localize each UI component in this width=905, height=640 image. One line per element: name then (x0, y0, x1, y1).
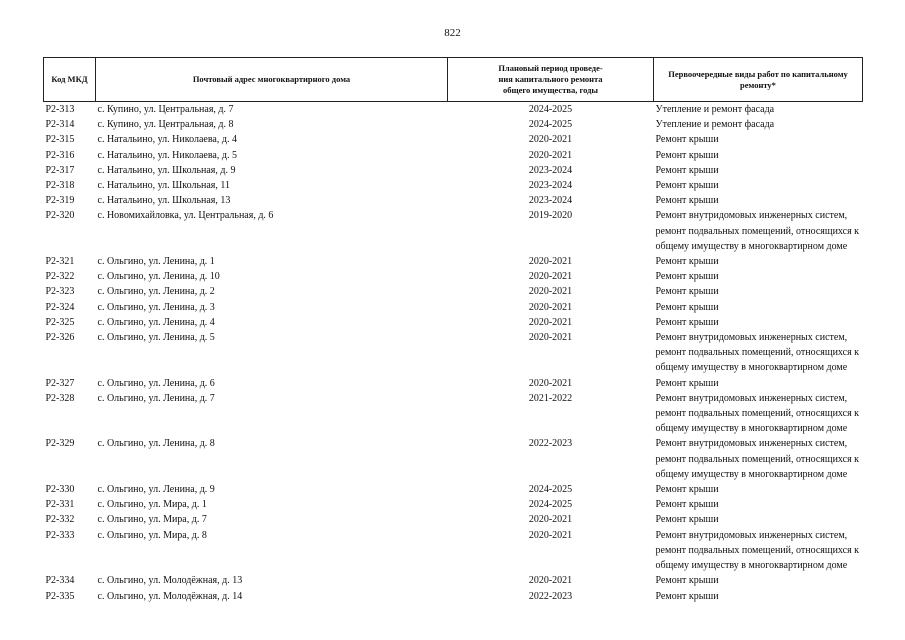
page-number: 822 (444, 27, 461, 39)
row-code: Р2-330 (45, 484, 75, 496)
header-works-line: ремонту* (740, 79, 776, 90)
header-period-line: Плановый период проведе- (498, 63, 603, 73)
header-address: Почтовый адрес многоквартирного дома (96, 58, 448, 102)
row-works-line: Ремонт крыши (655, 164, 719, 176)
row-address: с. Ольгино, ул. Ленина, д. 6 (97, 377, 215, 389)
table-row (44, 391, 863, 437)
row-period: 2020-2021 (528, 575, 573, 587)
header-works-line: Первоочередные виды работ по капитальному (668, 68, 848, 79)
row-address: с. Натальино, ул. Николаева, д. 5 (97, 149, 237, 161)
row-code: Р2-320 (45, 210, 75, 222)
table-row (44, 163, 863, 178)
row-period: 2021-2022 (528, 392, 573, 404)
row-works (654, 300, 863, 315)
row-address: с. Ольгино, ул. Молодёжная, д. 14 (97, 590, 243, 602)
row-works-line: Ремонт крыши (655, 149, 719, 161)
row-works-line: общему имуществу в многоквартирном доме (655, 362, 848, 374)
table-row (44, 528, 863, 574)
row-code: Р2-319 (45, 195, 75, 207)
header-works (654, 58, 863, 102)
row-works (654, 589, 863, 604)
table-row (44, 284, 863, 299)
row-code: Р2-317 (45, 164, 75, 176)
row-period: 2024-2025 (528, 119, 573, 131)
row-period: 2023-2024 (528, 164, 573, 176)
row-works (654, 528, 863, 574)
row-works-line: Ремонт внутридомовых инженерных систем, (655, 332, 848, 344)
row-code: Р2-313 (45, 104, 75, 115)
row-works (654, 315, 863, 330)
row-works (654, 436, 863, 482)
row-works-line: Ремонт крыши (655, 301, 719, 313)
table-row (44, 300, 863, 315)
row-works (654, 208, 863, 254)
row-address: с. Ольгино, ул. Ленина, д. 5 (97, 332, 215, 344)
row-address: с. Ольгино, ул. Ленина, д. 2 (97, 286, 215, 298)
row-address: с. Ольгино, ул. Ленина, д. 8 (97, 438, 215, 450)
row-works-line: ремонт подвальных помещений, относящихся к (655, 225, 860, 237)
row-code: Р2-318 (45, 180, 75, 192)
row-works (654, 178, 863, 193)
row-address: с. Ольгино, ул. Ленина, д. 1 (97, 256, 215, 268)
row-works (654, 391, 863, 437)
row-code: Р2-324 (45, 301, 75, 313)
row-works-line: Ремонт крыши (655, 575, 719, 587)
row-period: 2020-2021 (528, 301, 573, 313)
row-code: Р2-321 (45, 256, 75, 268)
row-period: 2020-2021 (528, 271, 573, 283)
row-works-line: Ремонт крыши (655, 134, 719, 146)
table-row (44, 512, 863, 527)
row-works-line: Ремонт внутридомовых инженерных систем, (655, 438, 848, 450)
table-row (44, 497, 863, 512)
row-works-line: общему имуществу в многоквартирном доме (655, 240, 848, 252)
row-works-line: Ремонт внутридомовых инженерных систем, (655, 392, 848, 404)
row-works-line: Ремонт крыши (655, 271, 719, 283)
row-address: с. Новомихайловка, ул. Центральная, д. 6 (97, 210, 274, 222)
repair-schedule-table (43, 57, 863, 604)
row-works (654, 102, 863, 118)
row-works (654, 148, 863, 163)
row-code: Р2-333 (45, 529, 75, 541)
table-header (44, 58, 863, 102)
row-works-line: общему имуществу в многоквартирном доме (655, 560, 848, 572)
row-address: с. Купино, ул. Центральная, д. 8 (97, 119, 234, 131)
row-works-line: Ремонт внутридомовых инженерных систем, (655, 529, 848, 541)
row-period: 2024-2025 (528, 484, 573, 496)
row-period: 2024-2025 (528, 499, 573, 511)
table-row (44, 330, 863, 376)
row-works-line: общему имуществу в многоквартирном доме (655, 468, 848, 480)
row-address: с. Ольгино, ул. Молодёжная, д. 13 (97, 575, 243, 587)
row-works-line: Ремонт крыши (655, 286, 719, 298)
row-address: с. Ольгино, ул. Ленина, д. 10 (97, 271, 220, 283)
row-works-line: ремонт подвальных помещений, относящихся к (655, 347, 860, 359)
row-address: с. Ольгино, ул. Ленина, д. 7 (97, 392, 215, 404)
row-period: 2020-2021 (528, 134, 573, 146)
table-row (44, 102, 863, 118)
row-works-line: Утепление и ремонт фасада (655, 104, 775, 115)
table-row (44, 376, 863, 391)
row-period: 2020-2021 (528, 377, 573, 389)
table-row (44, 482, 863, 497)
row-address: с. Купино, ул. Центральная, д. 7 (97, 104, 234, 115)
row-works (654, 254, 863, 269)
row-works (654, 376, 863, 391)
table-row (44, 178, 863, 193)
row-works-line: ремонт подвальных помещений, относящихся к (655, 544, 860, 556)
row-period: 2020-2021 (528, 514, 573, 526)
table-row (44, 315, 863, 330)
row-code: Р2-331 (45, 499, 75, 511)
row-works (654, 512, 863, 527)
row-code: Р2-334 (45, 575, 75, 587)
row-works-line: Ремонт крыши (655, 514, 719, 526)
row-code: Р2-328 (45, 392, 75, 404)
row-address: с. Ольгино, ул. Ленина, д. 9 (97, 484, 215, 496)
row-address: с. Натальино, ул. Николаева, д. 4 (97, 134, 237, 146)
row-code: Р2-326 (45, 332, 75, 344)
header-period-line: ния капитального ремонта (498, 74, 603, 84)
row-works (654, 117, 863, 132)
row-code: Р2-325 (45, 316, 75, 328)
row-works (654, 573, 863, 588)
row-period: 2020-2021 (528, 529, 573, 541)
row-works-line: Ремонт крыши (655, 256, 719, 268)
row-works-line: Ремонт крыши (655, 377, 719, 389)
row-works (654, 482, 863, 497)
row-address: с. Ольгино, ул. Мира, д. 7 (97, 514, 207, 526)
row-code: Р2-322 (45, 271, 75, 283)
row-period: 2023-2024 (528, 195, 573, 207)
row-code: Р2-335 (45, 590, 75, 602)
row-period: 2020-2021 (528, 149, 573, 161)
row-code: Р2-329 (45, 438, 75, 450)
header-period-line: общего имущества, годы (502, 85, 599, 95)
table-row (44, 573, 863, 588)
row-works-line: Ремонт крыши (655, 499, 719, 511)
row-works (654, 132, 863, 147)
row-works-line: Ремонт крыши (655, 484, 719, 496)
row-address: с. Ольгино, ул. Мира, д. 1 (97, 499, 207, 511)
row-code: Р2-315 (45, 134, 75, 146)
row-works (654, 193, 863, 208)
row-works-line: Утепление и ремонт фасада (655, 119, 775, 131)
table-row (44, 254, 863, 269)
row-works-line: Ремонт крыши (655, 195, 719, 207)
header-code: Код МКД (44, 58, 96, 102)
row-period: 2020-2021 (528, 332, 573, 344)
table-row (44, 589, 863, 604)
table-body (44, 102, 863, 604)
row-code: Р2-332 (45, 514, 75, 526)
row-works-line: ремонт подвальных помещений, относящихся к (655, 453, 860, 465)
row-works (654, 284, 863, 299)
table-row (44, 132, 863, 147)
row-code: Р2-323 (45, 286, 75, 298)
row-period: 2023-2024 (528, 180, 573, 192)
row-period: 2022-2023 (528, 438, 573, 450)
row-works-line: Ремонт крыши (655, 180, 719, 192)
row-period: 2019-2020 (528, 210, 573, 222)
row-works (654, 269, 863, 284)
row-code: Р2-314 (45, 119, 75, 131)
header-period (448, 58, 654, 102)
row-period: 2020-2021 (528, 256, 573, 268)
table-row (44, 193, 863, 208)
table-row (44, 148, 863, 163)
row-address: с. Ольгино, ул. Ленина, д. 4 (97, 316, 215, 328)
table-row (44, 117, 863, 132)
row-period: 2024-2025 (528, 104, 573, 115)
row-works-line: общему имуществу в многоквартирном доме (655, 423, 848, 435)
row-works-line: Ремонт крыши (655, 316, 719, 328)
row-period: 2020-2021 (528, 286, 573, 298)
row-period: 2022-2023 (528, 590, 573, 602)
row-address: с. Натальино, ул. Школьная, 11 (97, 180, 231, 192)
table-row (44, 436, 863, 482)
row-period: 2020-2021 (528, 316, 573, 328)
table-row (44, 208, 863, 254)
row-works-line: Ремонт крыши (655, 590, 719, 602)
row-code: Р2-316 (45, 149, 75, 161)
row-works-line: Ремонт внутридомовых инженерных систем, (655, 210, 848, 222)
row-address: с. Натальино, ул. Школьная, д. 9 (97, 164, 236, 176)
row-works (654, 163, 863, 178)
table-row (44, 269, 863, 284)
row-address: с. Ольгино, ул. Мира, д. 8 (97, 529, 207, 541)
row-address: с. Натальино, ул. Школьная, 13 (97, 195, 231, 207)
header-row (44, 58, 863, 102)
row-address: с. Ольгино, ул. Ленина, д. 3 (97, 301, 215, 313)
row-code: Р2-327 (45, 377, 75, 389)
row-works-line: ремонт подвальных помещений, относящихся к (655, 408, 860, 420)
row-works (654, 330, 863, 376)
row-works (654, 497, 863, 512)
